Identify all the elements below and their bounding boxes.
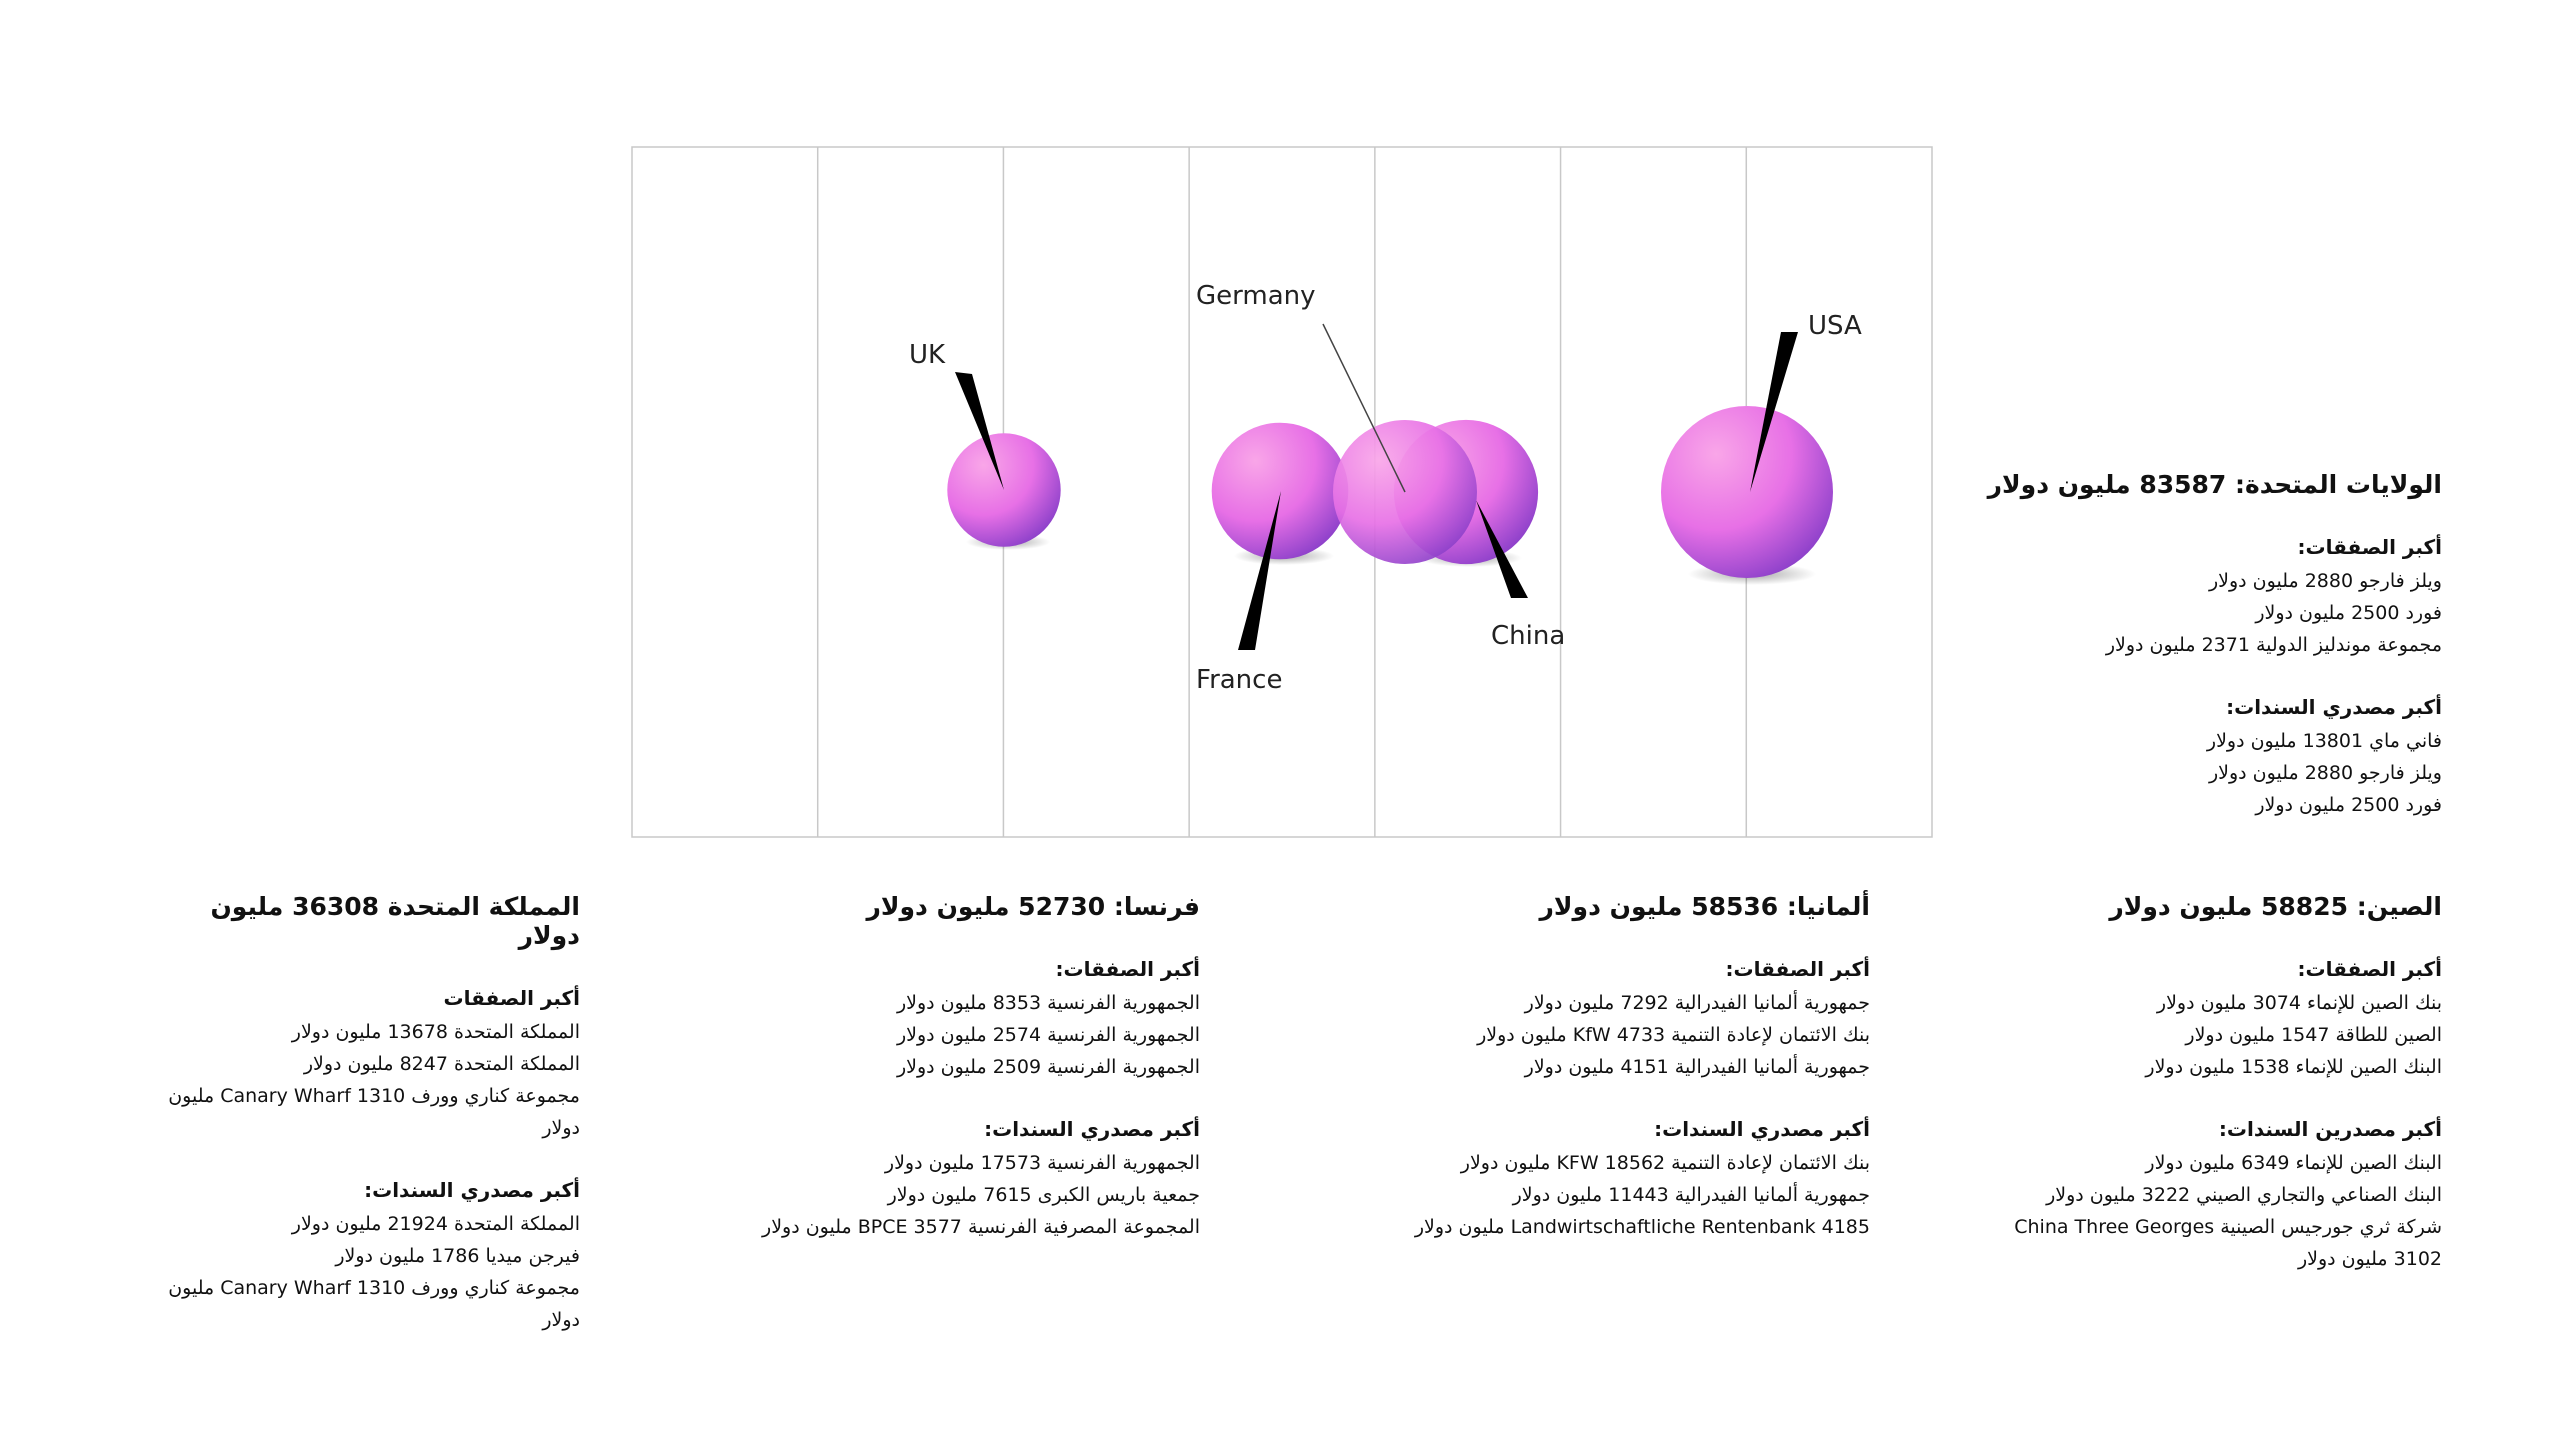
usa-issuer-item: ويلز فارجو 2880 مليون دولار xyxy=(2209,762,2442,784)
usa-issuers-section xyxy=(1842,695,2442,821)
germany-panel-title: ألمانيا: 58536 مليون دولار xyxy=(1539,892,1870,921)
france-issuer-item: الجمهورية الفرنسية 17573 مليون دولار xyxy=(884,1152,1200,1174)
usa-issuer-item: فورد 2500 مليون دولار xyxy=(2255,794,2442,816)
china-issuer-item: شركة ثري جورجيس الصينية China Three Georges xyxy=(2014,1216,2442,1238)
usa-deal-item: ويلز فارجو 2880 مليون دولار xyxy=(2209,570,2442,592)
china-deals-section xyxy=(1942,957,2442,1083)
france-deal-item: الجمهورية الفرنسية 8353 مليون دولار xyxy=(896,992,1200,1014)
label-uk: UK xyxy=(909,340,946,370)
germany-issuer-item: بنك الائتمان لإعادة التنمية KFW 18562 مليون دولار xyxy=(1460,1152,1870,1174)
usa-deals-section xyxy=(1842,535,2442,661)
france-issuers-section xyxy=(640,1117,1200,1243)
china-issuers-section xyxy=(1942,1117,2442,1275)
bubble-usa xyxy=(1661,406,1833,578)
china-panel xyxy=(1942,892,2442,1309)
usa-deals-heading: أكبر الصفقات: xyxy=(2297,535,2442,559)
germany-panel xyxy=(1310,892,1870,1277)
germany-deals-heading: أكبر الصفقات: xyxy=(1725,957,1870,981)
uk-issuer-item: مجموعة كناري وورف Canary Wharf 1310 مليون دولار xyxy=(168,1277,580,1331)
label-france: France xyxy=(1196,665,1283,695)
china-issuer-item: البنك الصناعي والتجاري الصيني 3222 مليون دولار xyxy=(2046,1184,2442,1206)
germany-issuer-item: جمهورية ألمانيا الفيدرالية 11443 مليون دولار xyxy=(1512,1184,1870,1206)
france-deal-item: الجمهورية الفرنسية 2509 مليون دولار xyxy=(896,1056,1200,1078)
france-panel xyxy=(640,892,1200,1277)
uk-issuers-section xyxy=(150,1178,580,1336)
label-china: China xyxy=(1491,621,1566,651)
usa-panel xyxy=(1842,470,2442,855)
uk-issuer-item: المملكة المتحدة 21924 مليون دولار xyxy=(291,1213,580,1235)
uk-panel xyxy=(150,892,580,1370)
china-issuer-item: 3102 مليون دولار xyxy=(2297,1248,2442,1270)
germany-deals-section xyxy=(1310,957,1870,1083)
usa-deal-item: مجموعة موندليز الدولية 2371 مليون دولار xyxy=(2105,634,2442,656)
usa-deal-item: فورد 2500 مليون دولار xyxy=(2255,602,2442,624)
uk-panel-title: المملكة المتحدة 36308 مليون دولار xyxy=(210,892,580,950)
france-issuer-item: المجموعة المصرفية الفرنسية BPCE 3577 مليون دولار xyxy=(762,1216,1200,1238)
france-deals-section xyxy=(640,957,1200,1083)
china-deal-item: البنك الصين للإنماء 1538 مليون دولار xyxy=(2145,1056,2442,1078)
germany-deal-item: بنك الائتمان لإعادة التنمية 4733 KfW مليون دولار xyxy=(1477,1024,1870,1046)
france-issuers-heading: أكبر مصدري السندات: xyxy=(984,1117,1200,1141)
uk-deal-item: المملكة المتحدة 8247 مليون دولار xyxy=(303,1053,580,1075)
china-issuer-item: البنك الصين للإنماء 6349 مليون دولار xyxy=(2145,1152,2442,1174)
usa-panel-title: الولايات المتحدة: 83587 مليون دولار xyxy=(1987,470,2442,499)
france-deal-item: الجمهورية الفرنسية 2574 مليون دولار xyxy=(896,1024,1200,1046)
germany-issuer-item: Landwirtschaftliche Rentenbank 4185 مليون دولار xyxy=(1414,1216,1870,1238)
usa-issuer-item: فاني ماي 13801 مليون دولار xyxy=(2206,730,2442,752)
germany-issuers-heading: أكبر مصدري السندات: xyxy=(1654,1117,1870,1141)
china-panel-title: الصين: 58825 مليون دولار xyxy=(2109,892,2442,921)
bubble-france xyxy=(1212,423,1349,560)
bubble-group-france xyxy=(1196,423,1348,695)
china-deal-item: بنك الصين للإنماء 3074 مليون دولار xyxy=(2156,992,2442,1014)
label-germany: Germany xyxy=(1196,281,1316,311)
france-issuer-item: جمعية باريس الكبرى 7615 مليون دولار xyxy=(887,1184,1200,1206)
france-panel-title: فرنسا: 52730 مليون دولار xyxy=(866,892,1200,921)
germany-issuers-section xyxy=(1310,1117,1870,1243)
germany-deal-item: جمهورية ألمانيا الفيدرالية 7292 مليون دولار xyxy=(1524,992,1870,1014)
bubble-group-usa xyxy=(1661,311,1862,585)
china-deals-heading: أكبر الصفقات: xyxy=(2297,957,2442,981)
uk-deal-item: المملكة المتحدة 13678 مليون دولار xyxy=(291,1021,580,1043)
france-deals-heading: أكبر الصفقات: xyxy=(1055,957,1200,981)
uk-deals-section xyxy=(150,986,580,1144)
china-deal-item: الصين للطاقة 1547 مليون دولار xyxy=(2185,1024,2442,1046)
uk-deal-item: مجموعة كناري وورف Canary Wharf 1310 مليون دولار xyxy=(168,1085,580,1139)
uk-issuers-heading: أكبر مصدري السندات: xyxy=(364,1178,580,1202)
uk-issuer-item: فيرجن ميديا 1786 مليون دولار xyxy=(335,1245,580,1267)
germany-deal-item: جمهورية ألمانيا الفيدرالية 4151 مليون دولار xyxy=(1524,1056,1870,1078)
label-usa: USA xyxy=(1808,311,1862,341)
usa-issuers-heading: أكبر مصدري السندات: xyxy=(2226,695,2442,719)
china-issuers-heading: أكبر مصدرين السندات: xyxy=(2218,1117,2442,1141)
bubble-group-uk xyxy=(909,340,1061,550)
uk-deals-heading: أكبر الصفقات xyxy=(443,986,580,1010)
